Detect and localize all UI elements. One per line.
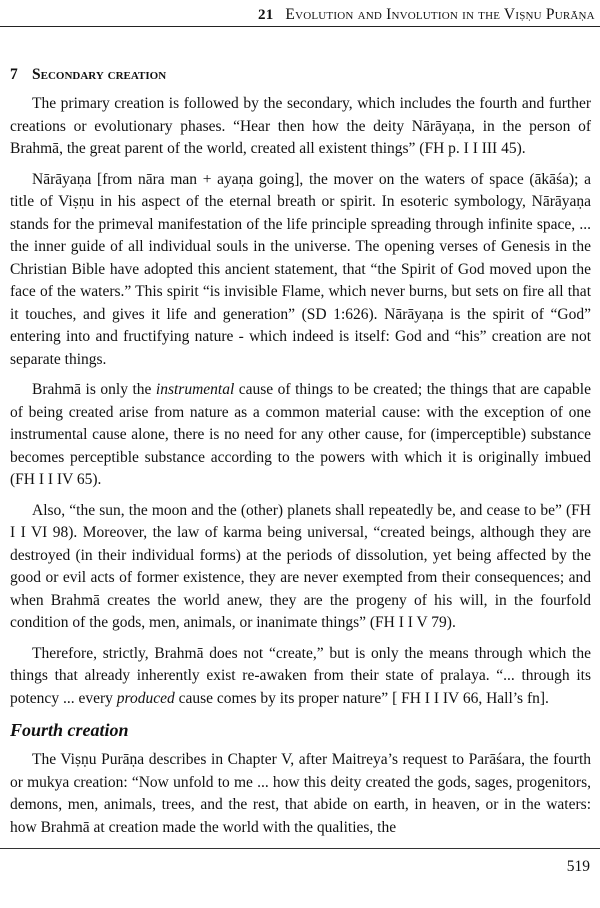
paragraph-5-part-b: cause comes by its proper nature” [ FH I I IV 66, Hall’s fn].: [174, 689, 549, 707]
paragraph-5: [10, 643, 591, 711]
paragraph-5-part-a: Therefore, strictly, Brahmā does not “create,” but is only the means through which the things that already inherently exist re-awaken from their state of pralaya. “... through its potency ... every: [10, 644, 591, 707]
subheading-fourth-creation: Fourth creation: [10, 720, 129, 740]
paragraph-2: Nārāyaṇa [from nāra man + ayaṇa going], the mover on the waters of space (ākāśa); a title of Viṣṇu in his aspect of the eternal breath or spirit. In esoteric symbology, Nārāyaṇa stands for the primeval manifestation of the life principle spreading through infinite space, ... the inner guide of all individual souls in the universe. The opening verses of Genesis in the Christian Bible have adopted this ancient statement, that “the Spirit of God moved upon the face of the waters.” This spirit “is invisible Flame, which never burns, but sets on fire all that it touches, and gives it life and generation” (SD 1:626). Nārāyaṇa is the spirit of “God” entering into and fructifying nature - which indeed is itself: God and “his” creation are not separate things.: [10, 170, 591, 368]
paragraph-4: Also, “the sun, the moon and the (other) planets shall repeatedly be, and cease to be” (FH I I VI 98). Moreover, the law of karma being universal, “created beings, although they are destroyed (in their individual forms) at the periods of dissolution, yet being affected by the good or evil acts of former existence, they are never exempted from their consequences; and when Brahmā creates the world anew, they are the progeny of his will, in the fourfold condition of the gods, men, animals, or inanimate things” (FH I I V 79).: [10, 501, 591, 631]
paragraph-6: The Viṣṇu Purāṇa describes in Chapter V, after Maitreya’s request to Parāśara, the fourth or mukya creation: “Now unfold to me ... how this deity created the gods, sages, progenitors, demons, men, animals, trees, and the rest, that abide on earth, in heaven, or in the waters: how Brahmā at creation made the world with the qualities, the: [10, 751, 591, 836]
section-number: 7: [10, 66, 18, 83]
page-number: 519: [566, 858, 590, 875]
header-rule: [0, 26, 600, 27]
page-body: [10, 64, 591, 847]
running-head: [258, 6, 595, 24]
paragraph-3-emphasis: instrumental: [155, 381, 235, 398]
paragraph-1: The primary creation is followed by the secondary, which includes the fourth and further creations or evolutionary phases. “Hear then how the deity Nārāyaṇa, in the person of Brahmā, the great parent of the world, created all existent things” (FH p. I I III 45).: [10, 95, 591, 157]
section-heading: [10, 64, 591, 86]
section-title: Secondary creation: [32, 66, 167, 83]
header-page-num: 21: [258, 7, 274, 23]
paragraph-3-part-b: cause of things to be created; the things that are capable of being created arise from nature as a common material cause: with the exception of one instrumental cause alone, there is no need for any other cause, for (imperceptible) substance becomes perceptible substance according to the powers with which it is originally imbued (FH I I IV 65).: [10, 381, 591, 488]
paragraph-3-part-a: Brahmā is only the: [32, 381, 156, 398]
paragraph-5-emphasis: produced: [116, 689, 175, 707]
paragraph-3: [10, 379, 591, 492]
running-title: Evolution and Involution in the Viṣṇu Purāṇa: [285, 6, 595, 23]
footer-rule: [0, 848, 600, 849]
